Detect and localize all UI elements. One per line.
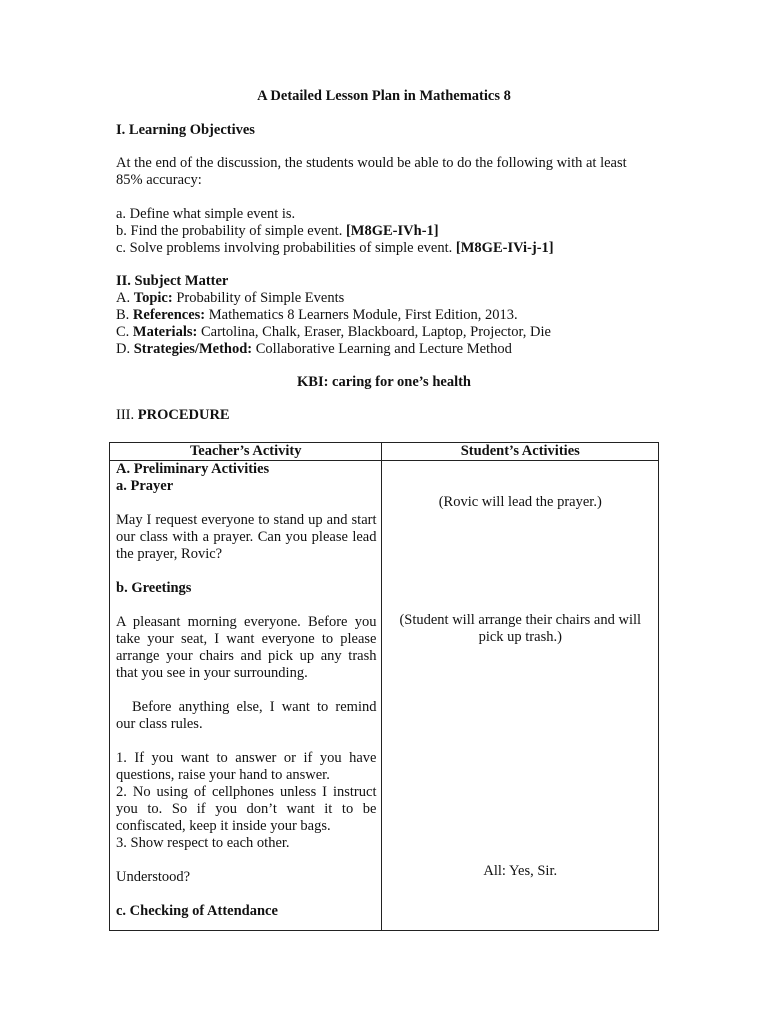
item-prefix: C. [116, 324, 130, 340]
competency-code: [M8GE-IVi-j-1] [455, 240, 554, 256]
section-heading: A. Preliminary Activities [116, 461, 270, 477]
understood-text: Understood? [116, 869, 191, 885]
prayer-text: May I request everyone to stand up and start our class with a prayer. Can you please lead the prayer, Rovic? [116, 512, 377, 562]
table-row [110, 461, 659, 931]
student-activities-header: Student’s Activities [382, 443, 659, 461]
procedure-title: PROCEDURE [137, 407, 230, 423]
item-prefix: B. [116, 307, 130, 323]
prayer-response: (Rovic will lead the prayer.) [438, 494, 602, 510]
subject-matter-item [116, 290, 656, 307]
teacher-activity-cell [110, 461, 382, 931]
student-activities-cell [382, 461, 659, 931]
table-header-row [110, 443, 659, 461]
objective-item [116, 206, 656, 223]
objective-item [116, 223, 656, 240]
item-label: References: [132, 307, 206, 323]
yes-response: All: Yes, Sir. [483, 863, 558, 879]
procedure-table [109, 442, 659, 931]
subject-matter-item [116, 307, 656, 324]
document-title: A Detailed Lesson Plan in Mathematics 8 [257, 88, 511, 104]
objective-text: b. Find the probability of simple event. [116, 223, 343, 239]
item-prefix: D. [116, 341, 131, 357]
class-rule: 1. If you want to answer or if you have questions, raise your hand to answer. [116, 750, 377, 783]
item-value: Collaborative Learning and Lecture Method [255, 341, 512, 357]
objectives-list [116, 206, 656, 257]
item-label: Topic: [133, 290, 173, 306]
sub-heading-greetings: b. Greetings [116, 580, 192, 596]
teacher-activity-header: Teacher’s Activity [110, 443, 382, 461]
procedure-heading [116, 407, 656, 424]
subject-matter-item [116, 341, 656, 358]
remind-text: Before anything else, I want to remind our class rules. [116, 699, 377, 732]
objective-text: c. Solve problems involving probabilities of simple event. [116, 240, 453, 256]
objective-item [116, 240, 656, 257]
item-label: Materials: [132, 324, 198, 340]
procedure-numeral: III. [116, 407, 135, 423]
item-prefix: A. [116, 290, 131, 306]
subject-matter-section [116, 273, 656, 358]
subject-matter-item [116, 324, 656, 341]
kbi-line: KBI: caring for one’s health [297, 374, 471, 390]
item-value: Cartolina, Chalk, Eraser, Blackboard, Laptop, Projector, Die [200, 324, 551, 340]
item-label: Strategies/Method: [133, 341, 253, 357]
greetings-text: A pleasant morning everyone. Before you take your seat, I want everyone to please arrange your chairs and pick up any trash that you see in your surrounding. [116, 614, 377, 681]
competency-code: [M8GE-IVh-1] [345, 223, 439, 239]
objectives-heading: I. Learning Objectives [116, 122, 255, 138]
objectives-intro: At the end of the discussion, the students would be able to do the following with at least 85% accuracy: [116, 155, 627, 188]
item-value: Probability of Simple Events [176, 290, 345, 306]
sub-heading-prayer: a. Prayer [116, 478, 174, 494]
sub-heading-attendance: c. Checking of Attendance [116, 903, 278, 919]
arrange-response: (Student will arrange their chairs and will pick up trash.) [399, 612, 642, 645]
item-value: Mathematics 8 Learners Module, First Edition, 2013. [208, 307, 518, 323]
objective-text: a. Define what simple event is. [116, 206, 296, 222]
class-rule: 2. No using of cellphones unless I instruct you to. So if you don’t want it to be confiscated, keep it inside your bags. [116, 784, 377, 834]
subject-matter-heading: II. Subject Matter [116, 273, 229, 289]
class-rule: 3. Show respect to each other. [116, 835, 290, 851]
